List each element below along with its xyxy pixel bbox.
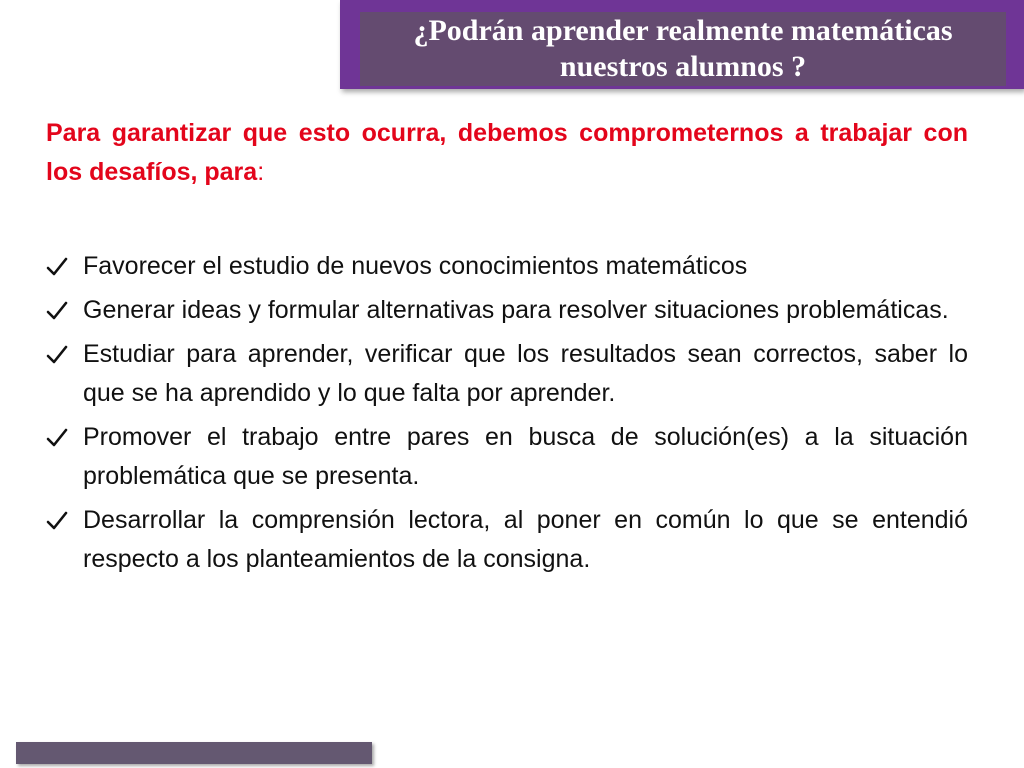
checkmark-icon <box>46 335 83 374</box>
intro-text: Para garantizar que esto ocurra, debemos comprometernos a trabajar con los desafíos, para <box>46 119 968 186</box>
list-item <box>46 247 968 286</box>
intro-colon: : <box>257 158 265 186</box>
checkmark-icon <box>46 247 83 286</box>
list-item-text: Desarrollar la comprensión lectora, al poner en común lo que se entendió respecto a los planteamientos de la consigna. <box>83 506 968 573</box>
checkmark-icon <box>46 291 83 330</box>
list-item <box>46 291 968 330</box>
list-item <box>46 418 968 496</box>
intro-paragraph <box>46 114 968 192</box>
list-item-text: Estudiar para aprender, verificar que los resultados sean correctos, saber lo que se ha aprendido y lo que falta por aprender. <box>83 340 968 407</box>
list-item-text: Promover el trabajo entre pares en busca de solución(es) a la situación problemática que se presenta. <box>83 423 968 490</box>
footer-bar <box>16 742 372 764</box>
list-item-text: Favorecer el estudio de nuevos conocimientos matemáticos <box>83 252 748 280</box>
list-item-text: Generar ideas y formular alternativas para resolver situaciones problemáticas. <box>83 296 949 324</box>
checkmark-icon <box>46 501 83 540</box>
list-item <box>46 501 968 579</box>
list-item <box>46 335 968 413</box>
title-band <box>360 12 1006 86</box>
bullet-list <box>46 247 968 584</box>
slide-title: ¿Podrán aprender realmente matemáticas nuestros alumnos ? <box>413 14 953 83</box>
checkmark-icon <box>46 418 83 457</box>
